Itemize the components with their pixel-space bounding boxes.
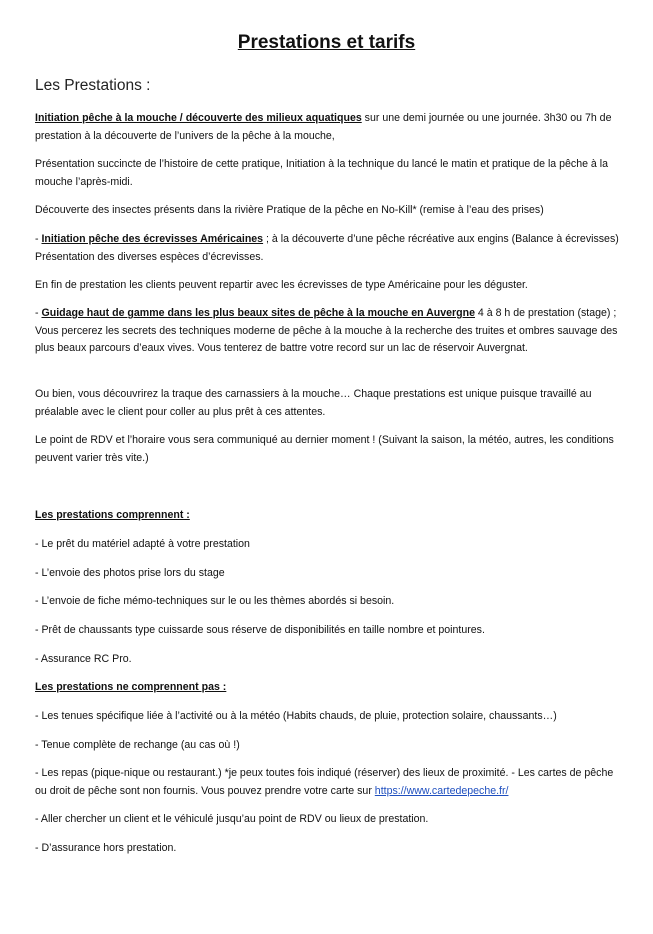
includes-item: - L’envoie de fiche mémo-techniques sur le ou les thèmes abordés si besoin. xyxy=(35,595,395,607)
section-heading: Les Prestations : xyxy=(35,77,151,94)
includes-item: - Assurance RC Pro. xyxy=(35,653,132,665)
excludes-item: - Tenue complète de rechange (au cas où !) xyxy=(35,739,240,751)
paragraph-text: sur une demi journée ou une journée. 3h30 ou 7h de prestation à la découverte de l’univers de la pêche à la mouche, xyxy=(35,112,612,142)
excludes-heading: Les prestations ne comprennent pas : xyxy=(35,681,227,693)
bold-title: Guidage haut de gamme dans les plus beaux sites de pêche à la mouche en Auvergne xyxy=(41,307,475,319)
paragraph-rdv: Le point de RDV et l’horaire vous sera communiqué au dernier moment ! (Suivant la saison, la météo, autres, les conditions peuvent varier très vite.) xyxy=(35,434,614,464)
paragraph-carnassiers: Ou bien, vous découvrirez la traque des carnassiers à la mouche… Chaque prestations est unique puisque travaillé au préalable avec le client pour coller au plus prêt à ces attentes. xyxy=(35,388,592,418)
page-title: Prestations et tarifs xyxy=(237,32,416,53)
includes-item: - Prêt de chaussants type cuissarde sous réserve de disponibilités en taille nombre et pointures. xyxy=(35,624,485,636)
dash: - xyxy=(35,307,42,319)
paragraph-text: 4 à 8 h de prestation (stage) ; Vous percerez les secrets des techniques moderne de pêche à la mouche à la recherche des truites et ombres sauvage des plus beaux parcours d’eaux vives. Vous tenterez de battre votre record sur un lac de réservoir Auvergnat. xyxy=(35,307,618,354)
excludes-item: - D’assurance hors prestation. xyxy=(35,842,177,854)
excludes-item: - Aller chercher un client et le véhiculé jusqu’au point de RDV ou lieux de prestation. xyxy=(35,813,429,825)
bold-title: Initiation pêche à la mouche / découverte des milieux aquatiques xyxy=(35,112,362,124)
excludes-text: - Les repas (pique-nique ou restaurant.) *je peux toutes fois indiqué (réserver) des lieux de proximité. - Les cartes de pêche ou droit de pêche sont non fournis. Vous pouvez prendre votre carte sur xyxy=(35,767,614,797)
bold-title: Initiation pêche des écrevisses Américaines xyxy=(41,233,264,245)
paragraph-insectes: Découverte des insectes présents dans la rivière Pratique de la pêche en No-Kill* (remise à l’eau des prises) xyxy=(35,204,544,216)
excludes-item xyxy=(35,765,625,800)
paragraph-ecrevisses xyxy=(35,231,625,266)
includes-item: - Le prêt du matériel adapté à votre prestation xyxy=(35,538,250,550)
paragraph-text: ; à la découverte d’une pêche récréative aux engins (Balance à écrevisses) Présentation des diverses espèces d’écrevisses. xyxy=(35,233,619,263)
paragraph-fin-prestation: En fin de prestation les clients peuvent repartir avec les écrevisses de type Américaine pour les déguster. xyxy=(35,279,528,291)
includes-heading: Les prestations comprennent : xyxy=(35,509,190,521)
includes-item: - L’envoie des photos prise lors du stage xyxy=(35,567,225,579)
dash: - xyxy=(35,233,42,245)
cartedepeche-link[interactable]: https://www.cartedepeche.fr/ xyxy=(374,784,509,797)
paragraph-presentation: Présentation succincte de l’histoire de cette pratique, Initiation à la technique du lancé le matin et pratique de la pêche à la mouche l’après-midi. xyxy=(35,158,609,188)
paragraph-guidage xyxy=(35,305,625,358)
paragraph-initiation-mouche xyxy=(35,110,625,145)
excludes-item: - Les tenues spécifique liée à l’activité ou à la météo (Habits chauds, de pluie, protection solaire, chaussants…) xyxy=(35,710,557,722)
